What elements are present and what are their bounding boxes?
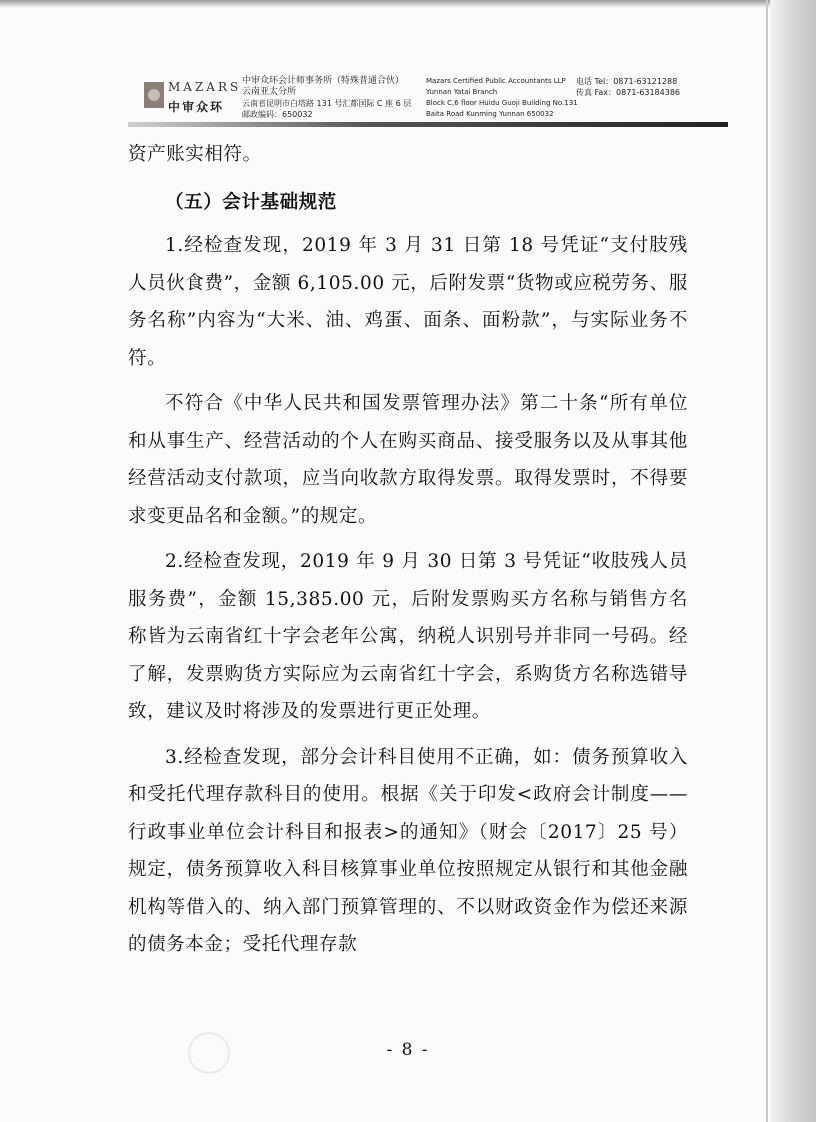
section-heading: （五）会计基础规范 <box>165 191 337 213</box>
letterhead-chinese-address <box>242 76 411 120</box>
logo-chinese-name: 中审众环 <box>168 100 225 114</box>
letterhead-contact <box>576 76 680 98</box>
page-number: - 8 - <box>386 1040 430 1060</box>
letterhead <box>128 74 728 126</box>
address-cn: 云南省昆明市白塔路 131 号汇都国际 C 座 6 层 <box>242 99 412 108</box>
scan-page-edge <box>766 0 768 1122</box>
scan-right-shadow <box>770 0 816 1122</box>
address-en-line1: Block C,6 floor Huidu Guoji Building No.131 <box>426 99 578 107</box>
continuation-text: 资产账实相符。 <box>128 144 262 165</box>
logo-wordmark: MAZARS <box>168 80 242 94</box>
fax: 传真 Fax：0871-63184386 <box>576 88 681 97</box>
scan-top-shadow <box>0 0 816 8</box>
document-body <box>128 136 688 964</box>
letterhead-divider <box>128 122 728 127</box>
branch-name-cn: 云南亚太分所 <box>242 87 297 97</box>
finding-3-paragraph: 3.经检查发现，部分会计科目使用不正确，如：债务预算收入和受托代理存款科目的使用。根据《关于印发<政府会计制度——行政事业单位会计科目和报表>的通知》（财会〔2017〕25 号）规定，债务预算收入科目核算事业单位按照规定从银行和其他金融机构等借入的、纳入部门预算管理的、不以财政资金作为偿还来源的债务本金；受托代理存款 <box>128 746 688 955</box>
letterhead-english-address <box>426 76 578 120</box>
regulation-paragraph: 不符合《中华人民共和国发票管理办法》第二十条“所有单位和从事生产、经营活动的个人在购买商品、接受服务以及从事其他经营活动支付款项，应当向收款方取得发票。取得发票时，不得要求变更品名和金额。”的规定。 <box>128 393 688 527</box>
branch-name-en: Yunnan Yatai Branch <box>426 88 498 96</box>
firm-name-en: Mazars Certified Public Accountants LLP <box>426 77 566 85</box>
firm-name-cn: 中审众环会计师事务所（特殊普通合伙） <box>242 76 405 86</box>
firm-logo <box>144 78 242 118</box>
postcode-cn: 邮政编码：650032 <box>242 110 313 119</box>
address-en-line2: Baita Road Kunming Yunnan 650032 <box>426 110 554 118</box>
logo-mark-icon <box>144 82 164 108</box>
finding-2-paragraph: 2.经检查发现，2019 年 9 月 30 日第 3 号凭证“收肢残人员服务费”，金额 15,385.00 元，后附发票购买方名称与销售方名称皆为云南省红十字会老年公寓，纳税人识别号并非同一号码。经了解，发票购货方实际应为云南省红十字会，系购货方名称选错导致，建议及时将涉及的发票进行更正处理。 <box>128 551 688 722</box>
telephone: 电话 Tel：0871-63121288 <box>576 77 678 86</box>
finding-1-paragraph: 1.经检查发现，2019 年 3 月 31 日第 18 号凭证“支付肢残人员伙食费”，金额 6,105.00 元，后附发票“货物或应税劳务、服务名称”内容为“大米、油、鸡蛋、面条、面粉款”，与实际业务不符。 <box>128 235 688 369</box>
